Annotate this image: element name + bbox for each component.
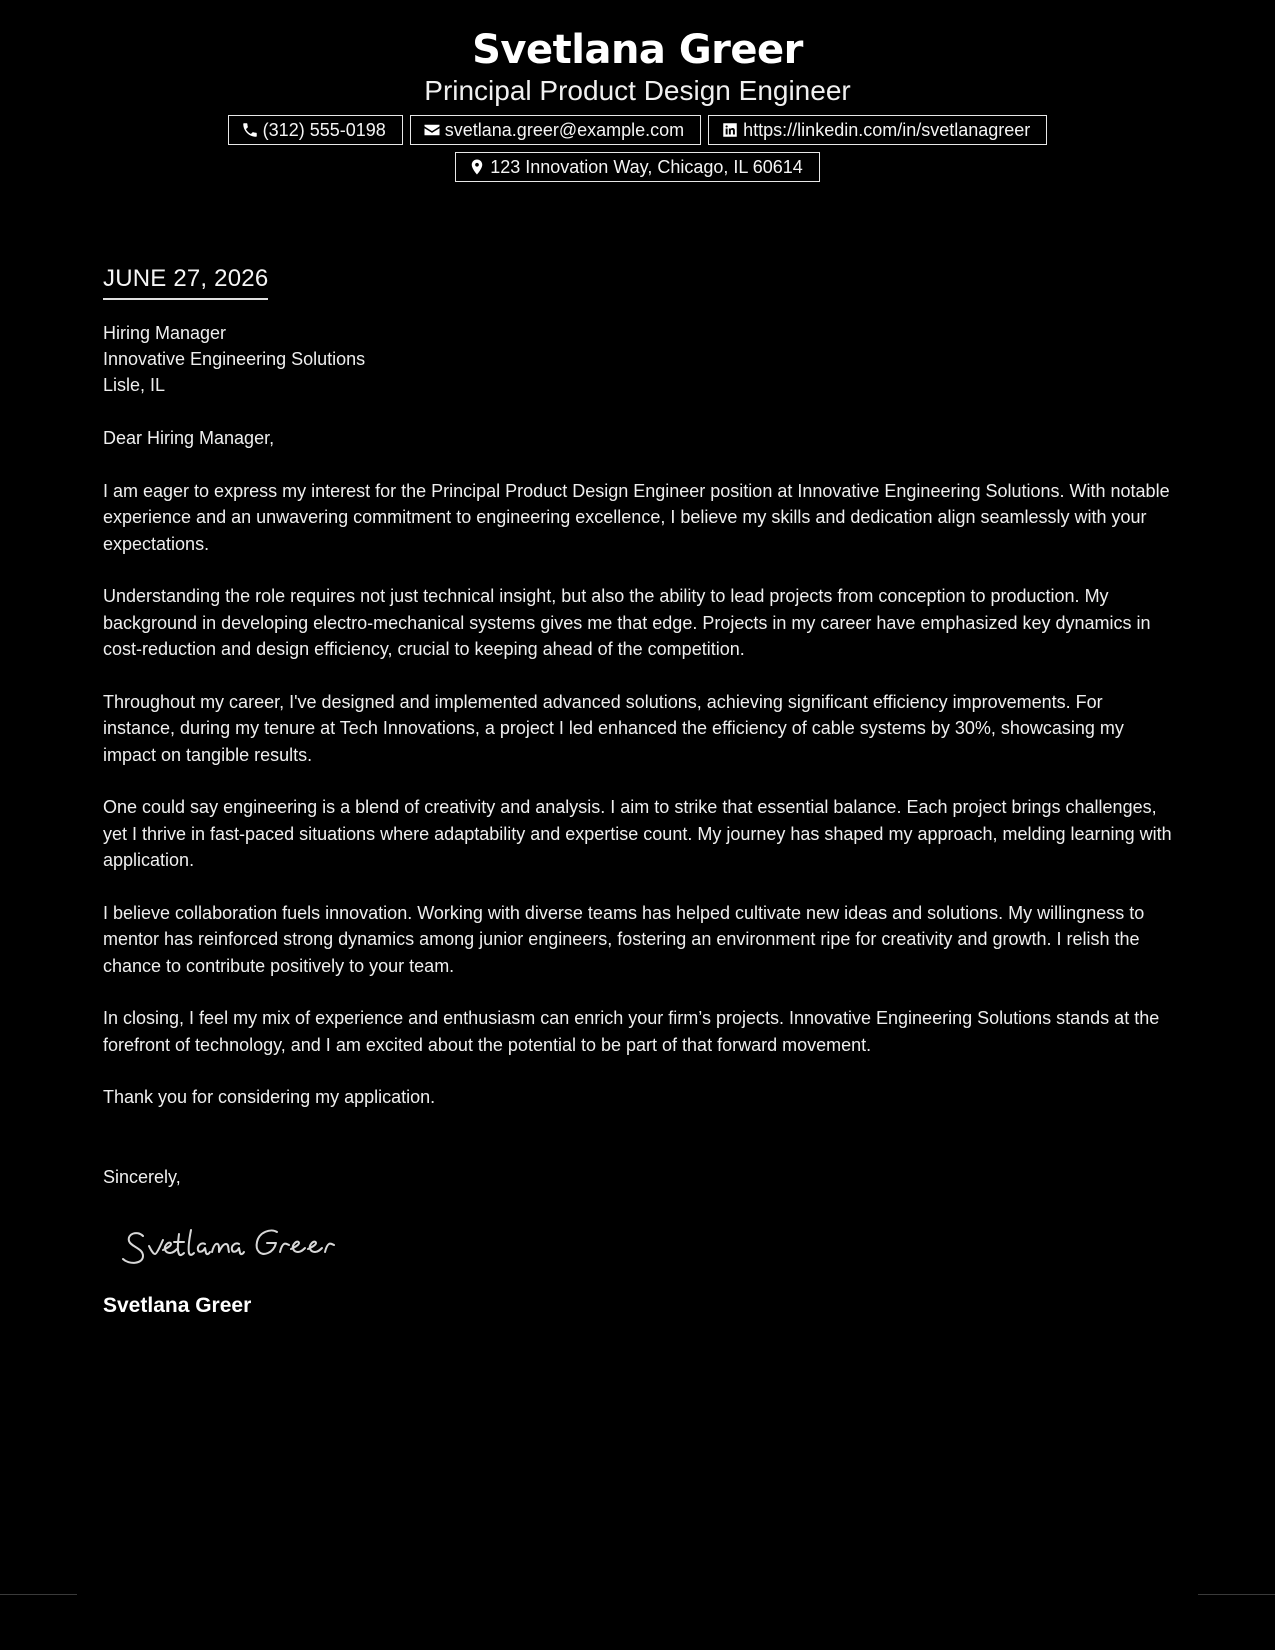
linkedin-text: https://linkedin.com/in/svetlanagreer	[743, 119, 1031, 140]
address-text: 123 Innovation Way, Chicago, IL 60614	[490, 156, 803, 177]
email-text: svetlana.greer@example.com	[444, 119, 685, 140]
signed-name: Svetlana Greer	[103, 1294, 252, 1317]
sender-title: Principal Product Design Engineer	[424, 75, 851, 106]
paragraph: Understanding the role requires not just technical insight, but also the ability to lead projects from conception to production. My background in developing electro-mechanical systems gives me that edge. Projects in my career have emphasized key dynamics in cost-reduction and design efficiency, crucial to keeping ahead of the competition.	[103, 586, 1151, 659]
recipient-location: Lisle, IL	[103, 375, 166, 395]
contact-row-address	[0, 152, 1275, 182]
paragraph: I believe collaboration fuels innovation. Working with diverse teams has helped cultivate new ideas and solutions. My willingness to mentor has reinforced strong dynamics among junior engineers, fostering an environment ripe for creativity and growth. I relish the chance to contribute positively to your team.	[103, 902, 1145, 976]
letter-body	[103, 262, 1178, 1320]
letter-date: JUNE 27, 2026	[103, 262, 268, 300]
recipient-block	[103, 320, 1178, 398]
paragraph: One could say engineering is a blend of creativity and analysis. I aim to strike that essential balance. Each project brings challenges, yet I thrive in fast-paced situations where adaptability and expertise count. My journey has shaped my approach, melding learning with application.	[103, 797, 1172, 870]
address-chip[interactable]	[455, 152, 820, 182]
linkedin-chip[interactable]	[708, 115, 1047, 145]
paragraph: Throughout my career, I've designed and implemented advanced solutions, achieving significant efficiency improvements. For instance, during my tenure at Tech Innovations, a project I led enhanced the efficiency of cable systems by 30%, showcasing my impact on tangible results.	[103, 691, 1124, 765]
paragraph: In closing, I feel my mix of experience and enthusiasm can enrich your firm’s projects. Innovative Engineering Solutions stands at the forefront of technology, and I am excited about the potential to be part of that forward movement.	[103, 1008, 1160, 1055]
sender-name: Svetlana Greer	[472, 27, 803, 73]
footer-divider-left	[0, 1594, 77, 1595]
recipient-company: Innovative Engineering Solutions	[103, 349, 366, 369]
closing: Sincerely,	[103, 1166, 181, 1187]
salutation: Dear Hiring Manager,	[103, 428, 275, 448]
footer-divider-right	[1198, 1594, 1275, 1595]
map-marker-icon	[468, 158, 486, 176]
paragraph: Thank you for considering my application.	[103, 1087, 436, 1107]
phone-chip[interactable]	[228, 115, 403, 145]
linkedin-icon	[721, 121, 739, 139]
phone-icon	[241, 121, 259, 139]
contact-row	[0, 115, 1275, 145]
phone-text: (312) 555-0198	[262, 119, 386, 140]
paragraph: I am eager to express my interest for the Principal Product Design Engineer position at Innovative Engineering Solutions. With notable experience and an unwavering commitment to engineering excellence, I believe my skills and dedication align seamlessly with your expectations.	[103, 480, 1170, 554]
handwritten-signature	[119, 1216, 1178, 1272]
recipient-name: Hiring Manager	[103, 323, 227, 343]
email-chip[interactable]	[410, 115, 701, 145]
envelope-icon	[423, 121, 441, 139]
letterhead	[0, 22, 1275, 182]
